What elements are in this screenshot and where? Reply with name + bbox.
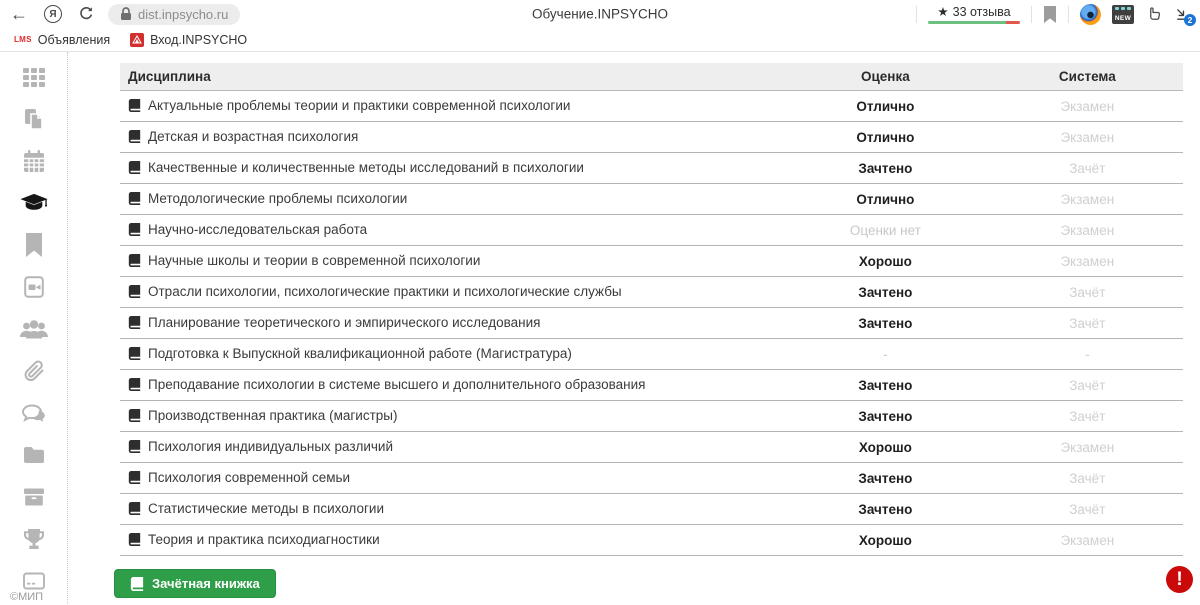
page-title: Обучение.INPSYCHO [532, 6, 668, 22]
col-header-discipline: Дисциплина [120, 63, 779, 91]
site-reviews-widget[interactable] [928, 4, 1020, 24]
table-row[interactable] [120, 91, 1183, 122]
table-row[interactable] [120, 215, 1183, 246]
sidebar-users-icon[interactable] [20, 316, 48, 342]
download-count-badge: 2 [1184, 14, 1196, 26]
table-row[interactable] [120, 339, 1183, 370]
sidebar-documents-icon[interactable] [20, 106, 48, 132]
system-cell: Экзамен [992, 184, 1183, 215]
star-icon: ★ [937, 5, 949, 19]
table-row[interactable] [120, 184, 1183, 215]
discipline-link[interactable]: Актуальные проблемы теории и практики современной психологии [148, 97, 571, 113]
discipline-link[interactable]: Научно-исследовательская работа [148, 221, 368, 237]
system-cell: Экзамен [992, 122, 1183, 153]
divider [1031, 6, 1032, 23]
discipline-link[interactable]: Психология современной семьи [148, 469, 351, 485]
book-icon [128, 378, 141, 394]
browser-toolbar [0, 0, 1200, 28]
hand-extension-icon[interactable] [1145, 5, 1164, 23]
discipline-link[interactable]: Планирование теоретического и эмпирического исследования [148, 314, 541, 330]
table-row[interactable] [120, 401, 1183, 432]
sidebar-messages-icon[interactable] [20, 400, 48, 426]
book-icon [128, 440, 141, 456]
book-icon [128, 99, 141, 115]
table-row[interactable] [120, 308, 1183, 339]
table-row[interactable] [120, 246, 1183, 277]
system-cell: Экзамен [992, 432, 1183, 463]
alert-notification-button[interactable]: ! [1166, 566, 1193, 593]
discipline-link[interactable]: Отрасли психологии, психологические практики и психологические службы [148, 283, 622, 299]
table-header-row [120, 63, 1183, 91]
back-button[interactable]: ← [10, 4, 28, 24]
system-cell: Зачёт [992, 277, 1183, 308]
col-header-system: Система [992, 63, 1183, 91]
col-header-grade: Оценка [779, 63, 992, 91]
system-cell: Зачёт [992, 494, 1183, 525]
rating-bar [928, 21, 1020, 24]
book-icon [128, 161, 141, 177]
reviews-count: 33 отзыва [952, 4, 1011, 19]
book-icon [128, 471, 141, 487]
system-cell: Зачёт [992, 308, 1183, 339]
mip-favicon [130, 33, 144, 47]
system-cell: Зачёт [992, 370, 1183, 401]
grade-cell: Зачтено [779, 277, 992, 308]
sidebar-courses-graduation-icon[interactable] [20, 190, 48, 216]
sidebar-attachments-icon[interactable] [20, 358, 48, 384]
system-cell: - [992, 339, 1183, 370]
system-cell: Зачёт [992, 401, 1183, 432]
grade-cell: Хорошо [779, 525, 992, 556]
book-icon [128, 533, 141, 549]
grade-cell: Зачтено [779, 401, 992, 432]
url-text: dist.inpsycho.ru [138, 6, 229, 22]
sidebar-files-folder-icon[interactable] [20, 442, 48, 468]
new-badge: NEW [1114, 14, 1132, 22]
grade-cell: Зачтено [779, 463, 992, 494]
discipline-link[interactable]: Качественные и количественные методы исследований в психологии [148, 159, 584, 175]
system-cell: Экзамен [992, 91, 1183, 122]
discipline-link[interactable]: Статистические методы в психологии [148, 500, 384, 516]
table-row[interactable] [120, 463, 1183, 494]
bookmarks-bar [0, 28, 1200, 52]
bookmark-flag-icon[interactable] [1043, 6, 1057, 23]
book-icon [128, 409, 141, 425]
table-row[interactable] [120, 122, 1183, 153]
grade-cell: Зачтено [779, 494, 992, 525]
lock-icon [120, 7, 132, 21]
table-row[interactable] [120, 494, 1183, 525]
address-bar[interactable] [108, 4, 240, 25]
sidebar-archive-icon[interactable] [20, 484, 48, 510]
grade-cell: Отлично [779, 91, 992, 122]
sidebar-bookmark-icon[interactable] [20, 232, 48, 258]
refresh-button[interactable] [78, 6, 94, 22]
discipline-link[interactable]: Преподавание психологии в системе высшего и дополнительного образования [148, 376, 646, 392]
extension-browser-icon[interactable] [1080, 4, 1101, 25]
discipline-link[interactable]: Подготовка к Выпускной квалификационной работе (Магистратура) [148, 345, 572, 361]
bookmark-announcements[interactable]: LMS Объявления [14, 32, 111, 47]
grade-cell: Зачтено [779, 153, 992, 184]
system-cell: Экзамен [992, 246, 1183, 277]
sidebar-video-materials-icon[interactable] [20, 274, 48, 300]
app-sidebar [0, 52, 68, 604]
book-icon [128, 130, 141, 146]
discipline-link[interactable]: Производственная практика (магистры) [148, 407, 398, 423]
table-row[interactable] [120, 525, 1183, 556]
book-icon [128, 316, 141, 332]
book-icon [130, 577, 144, 591]
copyright-label: ©МИП [10, 591, 44, 603]
discipline-link[interactable]: Научные школы и теории в современной психологии [148, 252, 481, 268]
system-cell: Экзамен [992, 525, 1183, 556]
table-row[interactable] [120, 370, 1183, 401]
system-cell: Зачёт [992, 463, 1183, 494]
divider [916, 6, 917, 23]
sidebar-calendar-icon[interactable] [20, 148, 48, 174]
grade-cell: Оценки нет [779, 215, 992, 246]
yandex-logo-icon[interactable]: Я [44, 5, 62, 23]
grade-cell: Отлично [779, 184, 992, 215]
sidebar-apps-grid-icon[interactable] [20, 64, 48, 90]
downloads-button[interactable] [1175, 7, 1193, 25]
book-icon [128, 285, 141, 301]
lms-favicon: LMS [14, 35, 32, 44]
book-icon [128, 347, 141, 363]
grade-cell: Зачтено [779, 370, 992, 401]
discipline-link[interactable]: Теория и практика психодиагностики [148, 531, 380, 547]
sidebar-achievements-trophy-icon[interactable] [20, 526, 48, 552]
book-icon [128, 502, 141, 518]
system-cell: Экзамен [992, 215, 1183, 246]
book-icon [128, 192, 141, 208]
grade-cell: Отлично [779, 122, 992, 153]
table-row[interactable] [120, 277, 1183, 308]
extension-new-icon[interactable] [1112, 5, 1134, 24]
table-row[interactable] [120, 153, 1183, 184]
grade-cell: Хорошо [779, 432, 992, 463]
discipline-link[interactable]: Психология индивидуальных различий [148, 438, 393, 454]
grade-cell: - [779, 339, 992, 370]
discipline-link[interactable]: Методологические проблемы психологии [148, 190, 408, 206]
grade-book-button[interactable]: Зачётная книжка [114, 569, 276, 598]
table-row[interactable] [120, 432, 1183, 463]
main-content [68, 52, 1200, 604]
system-cell: Зачёт [992, 153, 1183, 184]
discipline-link[interactable]: Детская и возрастная психология [148, 128, 359, 144]
grade-cell: Зачтено [779, 308, 992, 339]
divider [1068, 6, 1069, 23]
grades-table [120, 63, 1183, 556]
book-icon [128, 223, 141, 239]
bookmark-login-inpsycho[interactable]: Вход.INPSYCHO [124, 33, 253, 47]
book-icon [128, 254, 141, 270]
grade-cell: Хорошо [779, 246, 992, 277]
